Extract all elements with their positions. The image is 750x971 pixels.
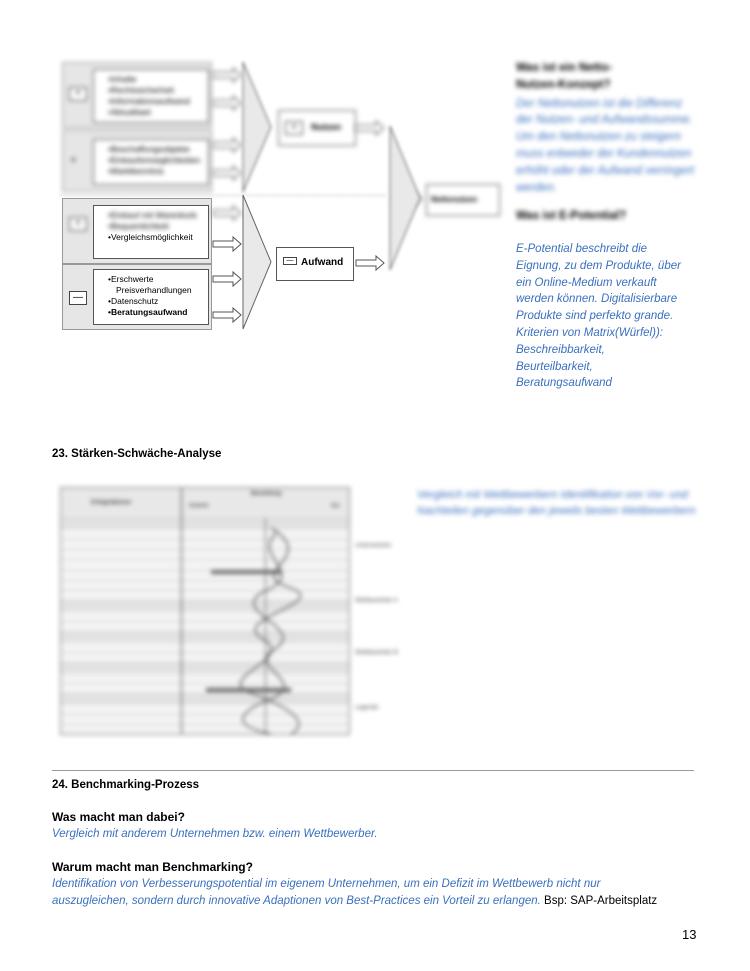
list-item: • Aktualitaet — [116, 107, 202, 118]
plus-sign: + — [285, 121, 303, 135]
page-number: 13 — [682, 927, 697, 942]
answer-line: Beschreibbarkeit, — [516, 343, 605, 356]
chevron-icon — [243, 195, 271, 329]
list-item: • Erschwerte Preisverhandlungen — [116, 274, 202, 296]
answer-line: Beratungsaufwand — [516, 377, 612, 390]
answer-why-line-1: Identifikation von Verbesserungspotential im eigenem Unternehmen, um ein Defizit im Wettbewerb nicht nur — [52, 878, 601, 890]
nettonutzen-label: Nettonutzen — [431, 195, 478, 204]
strength-weakness-chart — [60, 487, 350, 735]
arrow-icon — [213, 308, 241, 322]
question-heading: Was ist E-Potential? — [516, 210, 627, 223]
aufwand-label: Aufwand — [301, 257, 344, 268]
side-tag: Wettbewerber A — [355, 598, 398, 604]
scale-left: Schlecht — [189, 503, 209, 509]
netto-nutzen-diagram — [60, 58, 500, 333]
list-item: • Datenschutz — [116, 296, 202, 307]
answer-text: Der Nettonutzen ist die Differenz der Nutzen- und Aufwandssumme. Um den Nettonutzen zu steigern muss entweder der Kundennutzen erhöht oder der Aufwand verringert werden. — [516, 97, 694, 194]
answer-line: Beurteilbarkeit, — [516, 360, 593, 373]
profile-lines — [61, 488, 349, 734]
answer-line: Produkte sind perfekto grande. — [516, 310, 674, 323]
chevron-icon — [243, 62, 271, 192]
side-notes-blurred — [516, 60, 696, 225]
arrow-icon — [213, 272, 241, 286]
question-heading: Was ist ein Netto-Nutzen-Konzept? — [516, 62, 613, 91]
minus-sign: — — [283, 257, 297, 265]
chart-header-left: Erfolgsfaktoren — [91, 500, 132, 506]
list-item: • Vergleichsmöglichkeit — [116, 232, 202, 243]
section-23-note: Vergleich mit Wettbewerbern Identifikation von Vor- und Nachteilen gegenüber den jeweils besten Wettbewerbern — [417, 489, 696, 517]
plus-sign: + — [69, 87, 87, 101]
section-23-title: 23. Stärken-Schwäche-Analyse — [52, 448, 222, 460]
answer-line: E-Potential beschreibt die — [516, 243, 648, 255]
arrow-icon — [356, 121, 384, 135]
diagram-arrows — [60, 58, 500, 333]
arrow-icon — [213, 138, 241, 152]
section-24-title: 24. Benchmarking-Prozess — [52, 779, 200, 791]
minus-sign: — — [69, 291, 87, 305]
list-item: • Inhalte — [116, 74, 202, 85]
answer-why-line-2 — [52, 893, 702, 910]
answer-why — [52, 876, 702, 909]
side-tag: Unternehmen — [355, 543, 392, 549]
nutzen-label: Nutzen — [311, 122, 341, 132]
arrow-icon — [356, 256, 384, 270]
answer-line: Eignung, zu dem Produkte, über — [516, 259, 681, 272]
neutral-sign: o — [71, 155, 76, 164]
list-item: • Informationsaufwand — [116, 96, 202, 107]
question-why: Warum macht man Benchmarking? — [52, 860, 253, 874]
e-potential-answer — [516, 241, 696, 392]
answer-line: ein Online-Medium verkauft — [516, 276, 657, 289]
arrow-icon — [213, 166, 241, 180]
list-item: • Bequemlichkeit — [116, 221, 202, 232]
list-item: • Marktkenntnis — [116, 166, 202, 177]
question-what: Was macht man dabei? — [52, 810, 185, 824]
list-item: • Beschaffungsobjekte — [116, 144, 202, 155]
chevron-icon — [390, 126, 420, 270]
chart-header-right: Beurteilung — [251, 491, 282, 497]
side-tag: Legende — [355, 705, 379, 711]
answer-why-line-2-text: auszugleichen, sondern durch innovative Adaptionen von Best-Practices ein Vorteil zu erlangen. — [52, 894, 541, 907]
list-item: • Rechtssicherheit — [116, 85, 202, 96]
answer-line: werden können. Digitalisierbare — [516, 293, 678, 306]
scale-right: Gut — [331, 503, 340, 509]
answer-what: Vergleich mit anderem Unternehmen bzw. einem Wettbewerber. — [52, 828, 378, 840]
list-item: • Beratungsaufwand — [116, 307, 202, 318]
arrow-icon — [213, 237, 241, 251]
list-item: • Einkaufsmoeglichkeiten — [116, 155, 202, 166]
arrow-icon — [213, 68, 241, 82]
answer-line: Kriterien von Matrix(Würfel)): — [516, 326, 663, 339]
arrow-icon — [213, 96, 241, 110]
section-divider — [52, 770, 694, 771]
example-text: Bsp: SAP-Arbeitsplatz — [540, 894, 658, 907]
list-item: • Einkauf mit Warenkorb — [116, 210, 202, 221]
side-tag: Wettbewerber B — [355, 650, 398, 656]
arrow-icon — [213, 206, 241, 220]
plus-sign: + — [69, 217, 87, 231]
